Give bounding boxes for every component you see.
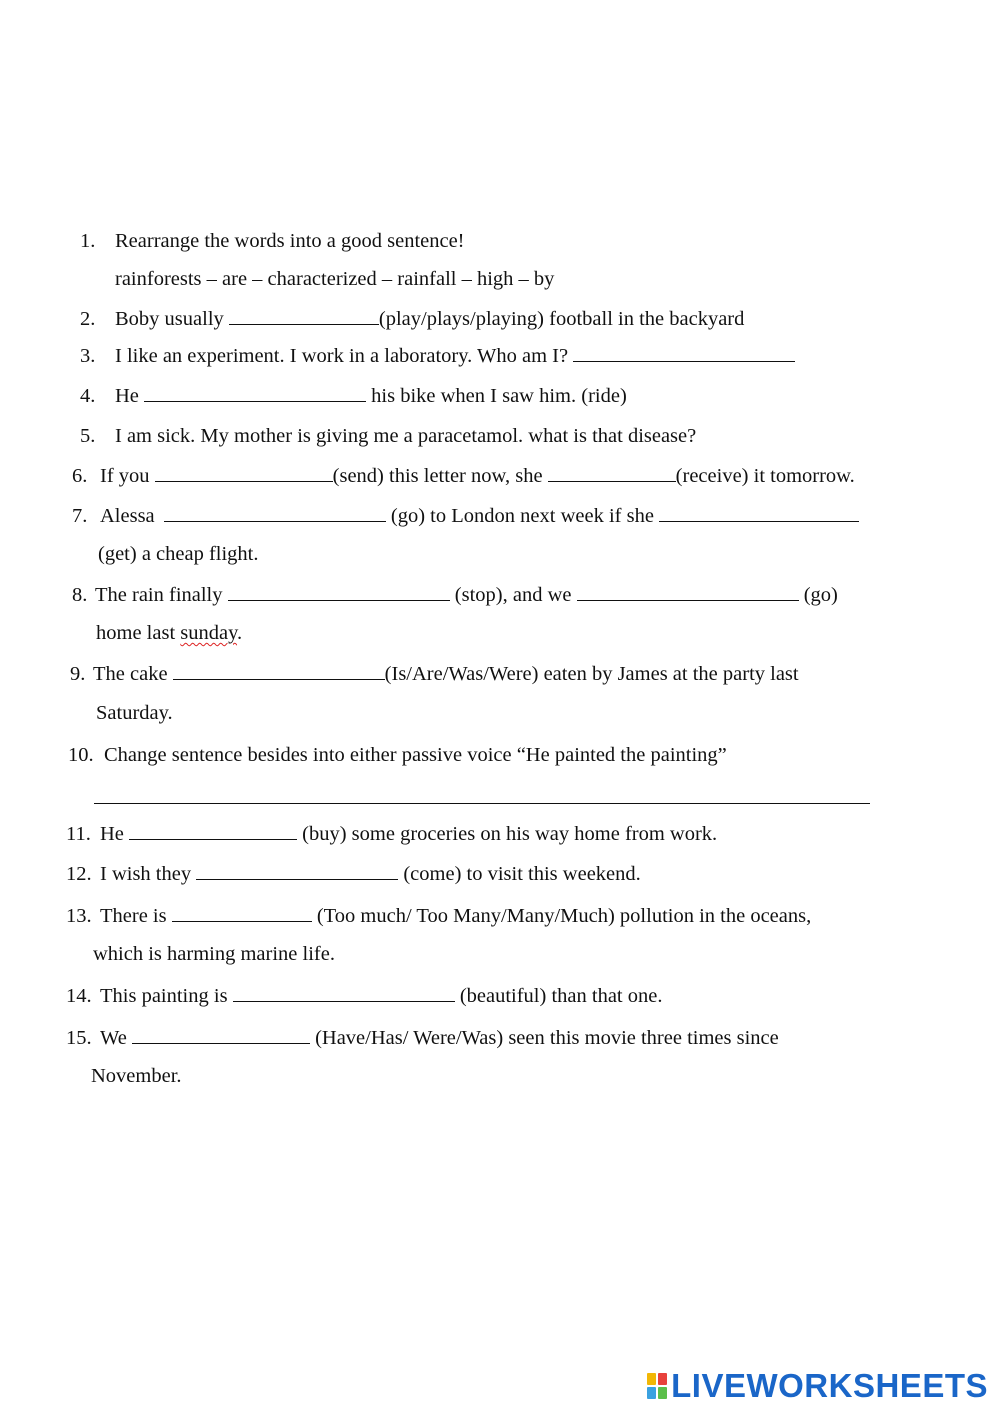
- item-14-text-pre: This painting is: [100, 985, 233, 1007]
- item-13-text-pre: There is: [100, 905, 172, 927]
- item-15-answer-blank[interactable]: [132, 1025, 310, 1044]
- item-8-answer-blank-2[interactable]: [577, 582, 799, 601]
- item-9-text-pre: The cake: [93, 663, 173, 685]
- item-15-line-2: November.: [91, 1065, 182, 1087]
- item-7-text-pre: Alessa: [100, 505, 160, 527]
- item-3-number: 3.: [80, 345, 96, 367]
- item-14-number: 14.: [66, 985, 92, 1007]
- item-9-number: 9.: [70, 663, 86, 685]
- item-7-number: 7.: [72, 505, 88, 527]
- item-15-number: 15.: [66, 1027, 92, 1049]
- item-6-answer-blank-1[interactable]: [155, 463, 333, 482]
- item-11-answer-blank[interactable]: [129, 821, 297, 840]
- item-8-answer-blank-1[interactable]: [228, 582, 450, 601]
- item-12: [100, 861, 641, 887]
- logo-tile-blue: [647, 1387, 656, 1399]
- item-6-text-pre: If you: [100, 465, 155, 487]
- item-14: [100, 983, 662, 1009]
- item-8-spellcheck-word: sunday: [180, 622, 238, 644]
- logo-tile-red: [658, 1373, 667, 1385]
- item-13: [100, 903, 811, 929]
- item-7-line-2: (get) a cheap flight.: [98, 543, 259, 565]
- item-4: [115, 383, 627, 409]
- item-3-text-pre: I like an experiment. I work in a laboratory. Who am I?: [115, 345, 574, 367]
- item-6-answer-blank-2[interactable]: [548, 463, 676, 482]
- item-12-text-pre: I wish they: [100, 863, 197, 885]
- item-7: [100, 503, 859, 529]
- item-8-line-2-pre: home last: [96, 622, 181, 644]
- item-13-number: 13.: [66, 905, 92, 927]
- item-2-text-pre: Boby usually: [115, 308, 229, 330]
- item-4-text-post: his bike when I saw him. (ride): [366, 385, 627, 407]
- item-13-text-post: (Too much/ Too Many/Many/Much) pollution in the oceans,: [311, 905, 812, 927]
- item-11: [100, 821, 717, 847]
- item-9-text-post: (Is/Are/Was/Were) eaten by James at the party last: [384, 663, 799, 685]
- item-9-line-2: Saturday.: [96, 702, 173, 724]
- item-2-number: 2.: [80, 308, 96, 330]
- item-14-text-post: (beautiful) than that one.: [454, 985, 663, 1007]
- item-4-answer-blank[interactable]: [144, 383, 366, 402]
- brand-name: LIVEWORKSHEETS: [671, 1367, 988, 1404]
- item-9: [93, 661, 799, 687]
- item-14-answer-blank[interactable]: [233, 983, 455, 1002]
- item-12-answer-blank[interactable]: [196, 861, 398, 880]
- item-6-text-mid: (send) this letter now, she: [332, 465, 548, 487]
- item-8: [95, 582, 838, 608]
- logo-tile-yellow: [647, 1373, 656, 1385]
- item-11-text-pre: He: [100, 823, 130, 845]
- item-4-text-pre: He: [115, 385, 145, 407]
- item-8-text-post: (go): [798, 584, 838, 606]
- item-12-text-post: (come) to visit this weekend.: [398, 863, 641, 885]
- item-1-words: rainforests – are – characterized – rainfall – high – by: [115, 268, 555, 290]
- item-6-number: 6.: [72, 465, 88, 487]
- item-2: [115, 306, 744, 332]
- item-5-number: 5.: [80, 425, 96, 447]
- item-3: [115, 343, 795, 369]
- item-1-number: 1.: [80, 230, 96, 252]
- item-13-line-2: which is harming marine life.: [93, 943, 335, 965]
- item-7-answer-blank-1[interactable]: [164, 503, 386, 522]
- item-3-answer-blank[interactable]: [573, 343, 795, 362]
- item-7-answer-blank-2[interactable]: [659, 503, 859, 522]
- item-13-answer-blank[interactable]: [172, 903, 312, 922]
- item-8-text-mid: (stop), and we: [449, 584, 577, 606]
- item-2-answer-blank[interactable]: [229, 306, 379, 325]
- item-9-answer-blank[interactable]: [173, 661, 385, 680]
- liveworksheets-logo-icon: [647, 1373, 667, 1399]
- item-10-text: Change sentence besides into either passive voice “He painted the painting”: [104, 744, 727, 766]
- item-7-text-mid: (go) to London next week if she: [385, 505, 660, 527]
- item-8-text-pre: The rain finally: [95, 584, 228, 606]
- item-11-text-post: (buy) some groceries on his way home from work.: [297, 823, 718, 845]
- logo-tile-green: [658, 1387, 667, 1399]
- item-11-number: 11.: [66, 823, 91, 845]
- item-4-number: 4.: [80, 385, 96, 407]
- item-15: [100, 1025, 779, 1051]
- item-1-instruction: Rearrange the words into a good sentence!: [115, 230, 465, 252]
- item-6-text-post: (receive) it tomorrow.: [675, 465, 855, 487]
- item-8-number: 8.: [72, 584, 88, 606]
- item-8-line-2-post: .: [237, 622, 243, 644]
- item-6: [100, 463, 855, 489]
- liveworksheets-branding: [647, 1366, 988, 1406]
- item-15-text-pre: We: [100, 1027, 132, 1049]
- item-5-text: I am sick. My mother is giving me a paracetamol. what is that disease?: [115, 425, 697, 447]
- item-2-text-post: (play/plays/playing) football in the backyard: [378, 308, 745, 330]
- item-10-number: 10.: [68, 744, 94, 766]
- item-10-answer-line[interactable]: [94, 803, 870, 804]
- item-12-number: 12.: [66, 863, 92, 885]
- item-8-line-2: [96, 620, 242, 646]
- item-15-text-post: (Have/Has/ Were/Was) seen this movie three times since: [309, 1027, 779, 1049]
